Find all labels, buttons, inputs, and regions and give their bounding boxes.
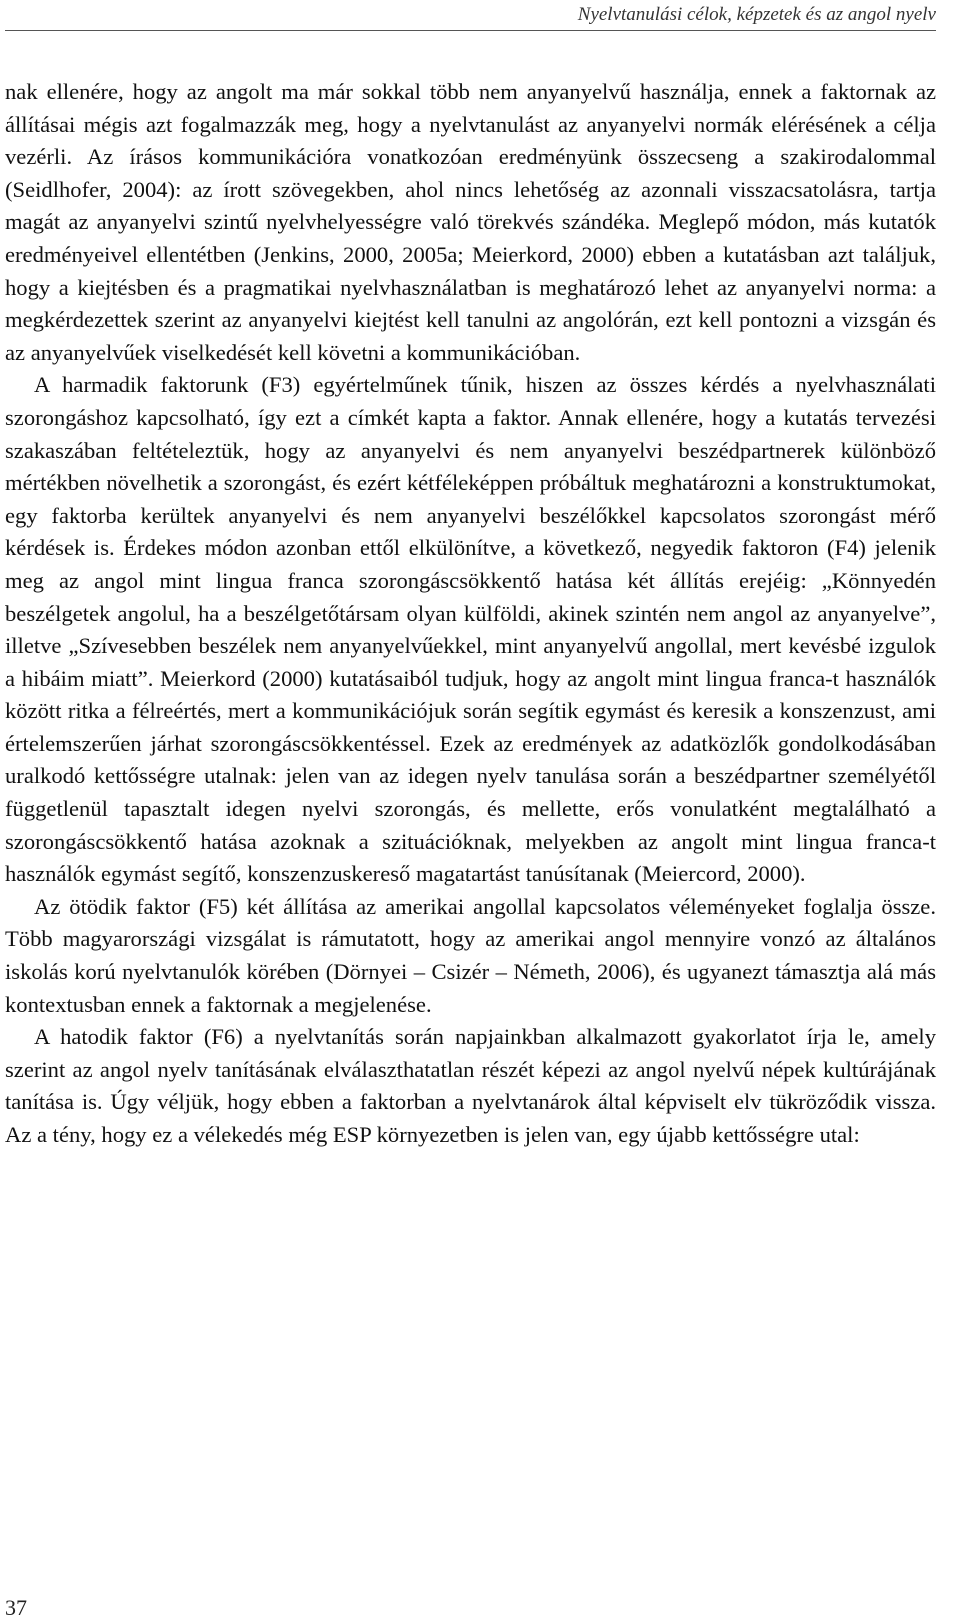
running-header — [5, 0, 936, 31]
page-number: 37 — [5, 1595, 27, 1620]
paragraph-factor-f5: Az ötödik faktor (F5) két állítása az amerikai angollal kapcsolatos véleményeket foglalja össze. Több magyarországi vizsgálat is rámutatott, hogy az amerikai angol mennyire vonzó az általános iskolás korú nyelvtanulók körében (Dörnyei – Csizér – Németh, 2006), és ugyanezt támasztja alá más kontextusban ennek a faktornak a megjelenése. — [5, 893, 936, 1017]
paragraph-continuation: nak ellenére, hogy az angolt ma már sokkal több nem anyanyelvű használja, ennek a faktornak az állításai mégis azt fogalmazzák meg, hogy a nyelvtanulást az anyanyelvi normák elérésének a célja vezérli. Az írásos kommunikációra vonatkozóan eredményünk összecseng a szakirodalommal (Seidlhofer, 2004): az írott szövegekben, ahol nincs lehetőség az azonnali visszacsatolásra, tartja magát az anyanyelvi szintű nyelvhelyességre való törekvés szándéka. Meglepő módon, más kutatók eredményeivel ellentétben (Jenkins, 2000, 2005a; Meierkord, 2000) ebben a kutatásban azt találjuk, hogy a kiejtésben és a pragmatikai nyelvhasználatban is meghatározó lehet az anyanyelvi norma: a megkérdezettek szerint az anyanyelvi kiejtést kell tanulni az angolórán, ezt kell pontozni a vizsgán és az anyanyelvűek viselkedését kell követni a kommunikációban. — [5, 79, 936, 365]
paragraph-factor-f6: A hatodik faktor (F6) a nyelvtanítás során napjainkban alkalmazott gyakorlatot írja le, amely szerint az angol nyelv tanításának elválaszthatatlan részét képezi az angol nyelvű népek kultúrájának tanítása is. Úgy véljük, hogy ebben a faktorban a nyelvtanárok által képviselt elv tükröződik vissza. Az a tény, hogy ez a vélekedés még ESP környezetben is jelen van, egy újabb kettősségre utal: — [5, 1024, 936, 1147]
body-text — [5, 76, 936, 1152]
paragraph-factor-f3-f4: A harmadik faktorunk (F3) egyértelműnek tűnik, hiszen az összes kérdés a nyelvhasználati szorongáshoz kapcsolható, így ezt a címkét kapta a faktor. Annak ellenére, hogy a kutatás tervezési szakaszában feltételeztük, hogy az anyanyelvi és nem anyanyelvi beszédpartnerek különböző mértékben növelhetik a szorongást, és ezért kétféleképpen próbáltuk meghatározni a konstruktumokat, egy faktorba kerültek anyanyelvi és nem anyanyelvi beszélőkkel kapcsolatos szorongást mérő kérdések is. Érdekes módon azonban ettől elkülönítve, a következő, negyedik faktoron (F4) jelenik meg az angol mint lingua franca szorongáscsökkentő hatása két állítás erejéig: „Könnyedén beszélgetek angolul, ha a beszélgetőtársam olyan külföldi, akinek szintén nem angol az anyanyelve”, illetve „Szívesebben beszélek nem anyanyelvűekkel, mint anyanyelvű angollal, mert kevésbé izgulok a hibáim miatt”. Meierkord (2000) kutatásaiból tudjuk, hogy az angolt mint lingua franca-t használók között ritka a félreértés, mert a kommunikációjuk során segítik egymást és keresik a konszenzust, ami értelemszerűen járhat szorongáscsökkentéssel. Ezek az eredmények az adatközlők gondolkodásában uralkodó kettősségre utalnak: jelen van az idegen nyelv tanulása során a beszédpartner személyétől függetlenül tapasztalt idegen nyelvi szorongás, és mellette, erős vonulatként megtalálható a szorongáscsökkentő hatása azoknak a szituációknak, melyekben az angolt mint lingua franca-t használók egymást segítő, konszenzuskereső magatartást tanúsítanak (Meiercord, 2000). — [5, 372, 936, 887]
running-title: Nyelvtanulási célok, képzetek és az angol nyelv — [577, 4, 936, 25]
